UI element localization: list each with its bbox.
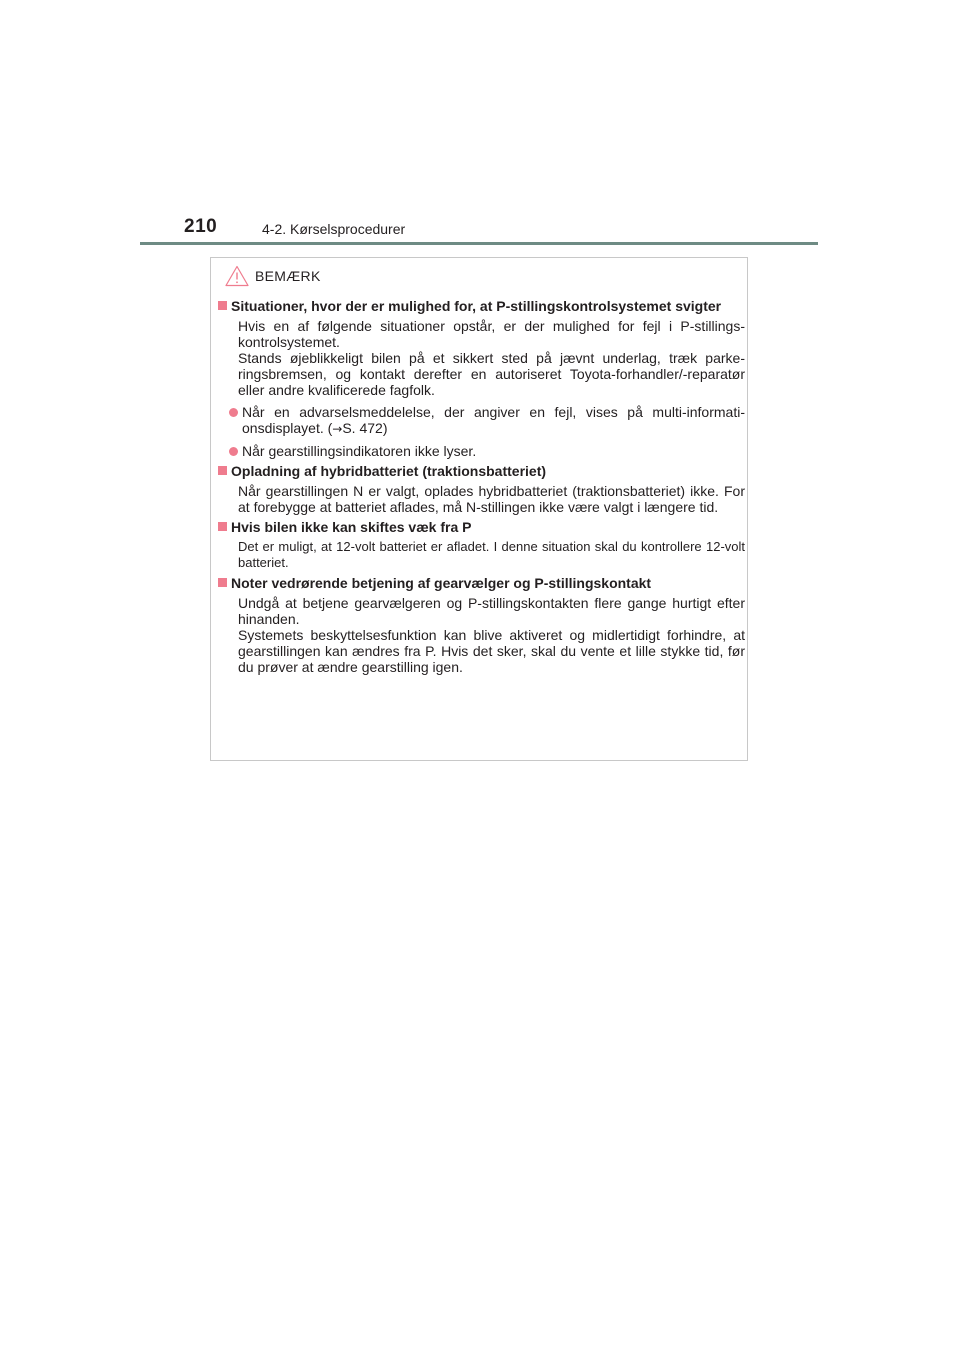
- square-bullet-icon: [218, 466, 227, 475]
- section-heading-text: Opladning af hybridbatteriet (traktionsbatteriet): [231, 463, 547, 479]
- paragraph: Hvis en af følgende situationer opstår, er der mulighed for fejl i P-stillings-kontrolsystemet.: [238, 318, 745, 350]
- paragraph: Når gearstillingen N er valgt, oplades hybridbatteriet (traktionsbatteriet) ikke. For at forebygge at batteriet aflades, må N-stillingen ikke være valgt i længere tid.: [238, 483, 745, 515]
- bullet-item: [229, 404, 745, 437]
- arrow-icon: →: [332, 422, 343, 436]
- paragraph: Det er muligt, at 12-volt batteriet er afladet. I denne situation skal du kontrollere 12-volt batteriet.: [238, 539, 745, 570]
- section-heading-text: Situationer, hvor der er mulighed for, at P-stillingskontrolsystemet svigter: [231, 298, 722, 314]
- bullet-text-main: Når en advarselsmeddelelse, der angiver en fejl, vises på multi-informati-onsdisplayet. (: [242, 404, 745, 436]
- square-bullet-icon: [218, 522, 227, 531]
- section-heading: [217, 463, 745, 479]
- notice-section: [217, 519, 745, 571]
- header-rule: [140, 242, 818, 245]
- notice-section: [217, 463, 745, 515]
- paragraph: Systemets beskyttelsesfunktion kan blive aktiveret og midlertidigt forhindre, at gearstillingen kan ændres fra P. Hvis det sker, skal du vente et lille stykke tid, før du prøver at ændre gearstilling igen.: [238, 627, 745, 675]
- notice-section: [217, 298, 745, 459]
- paragraph: Stands øjeblikkeligt bilen på et sikkert sted på jævnt underlag, træk parke-ringsbremsen, og kontakt derefter en autoriseret Toyota-forhandler/-reparatør eller andre kvalificerede fagfolk.: [238, 350, 745, 398]
- notice-label: BEMÆRK: [255, 268, 321, 284]
- notice-box: [210, 257, 748, 761]
- notice-header: [225, 262, 321, 290]
- bullet-text: [242, 404, 745, 437]
- notice-body: [217, 298, 745, 679]
- square-bullet-icon: [218, 301, 227, 310]
- round-bullet-icon: [229, 447, 238, 456]
- section-title: 4-2. Kørselsprocedurer: [262, 221, 406, 237]
- round-bullet-icon: [229, 408, 238, 417]
- page-number: 210: [184, 216, 218, 237]
- bullet-item: [229, 443, 745, 459]
- section-heading-text: Hvis bilen ikke kan skiftes væk fra P: [231, 519, 472, 535]
- section-heading: [217, 519, 745, 535]
- warning-triangle-icon: [225, 265, 249, 287]
- page-reference-link[interactable]: S. 472): [342, 420, 388, 436]
- bullet-text: Når gearstillingsindikatoren ikke lyser.: [242, 443, 477, 459]
- notice-section: [217, 575, 745, 675]
- section-heading: [217, 298, 745, 314]
- section-heading: [217, 575, 745, 591]
- square-bullet-icon: [218, 578, 227, 587]
- paragraph: Undgå at betjene gearvælgeren og P-stillingskontakten flere gange hurtigt efter hinanden.: [238, 595, 745, 627]
- section-heading-text: Noter vedrørende betjening af gearvælger og P-stillingskontakt: [231, 575, 652, 591]
